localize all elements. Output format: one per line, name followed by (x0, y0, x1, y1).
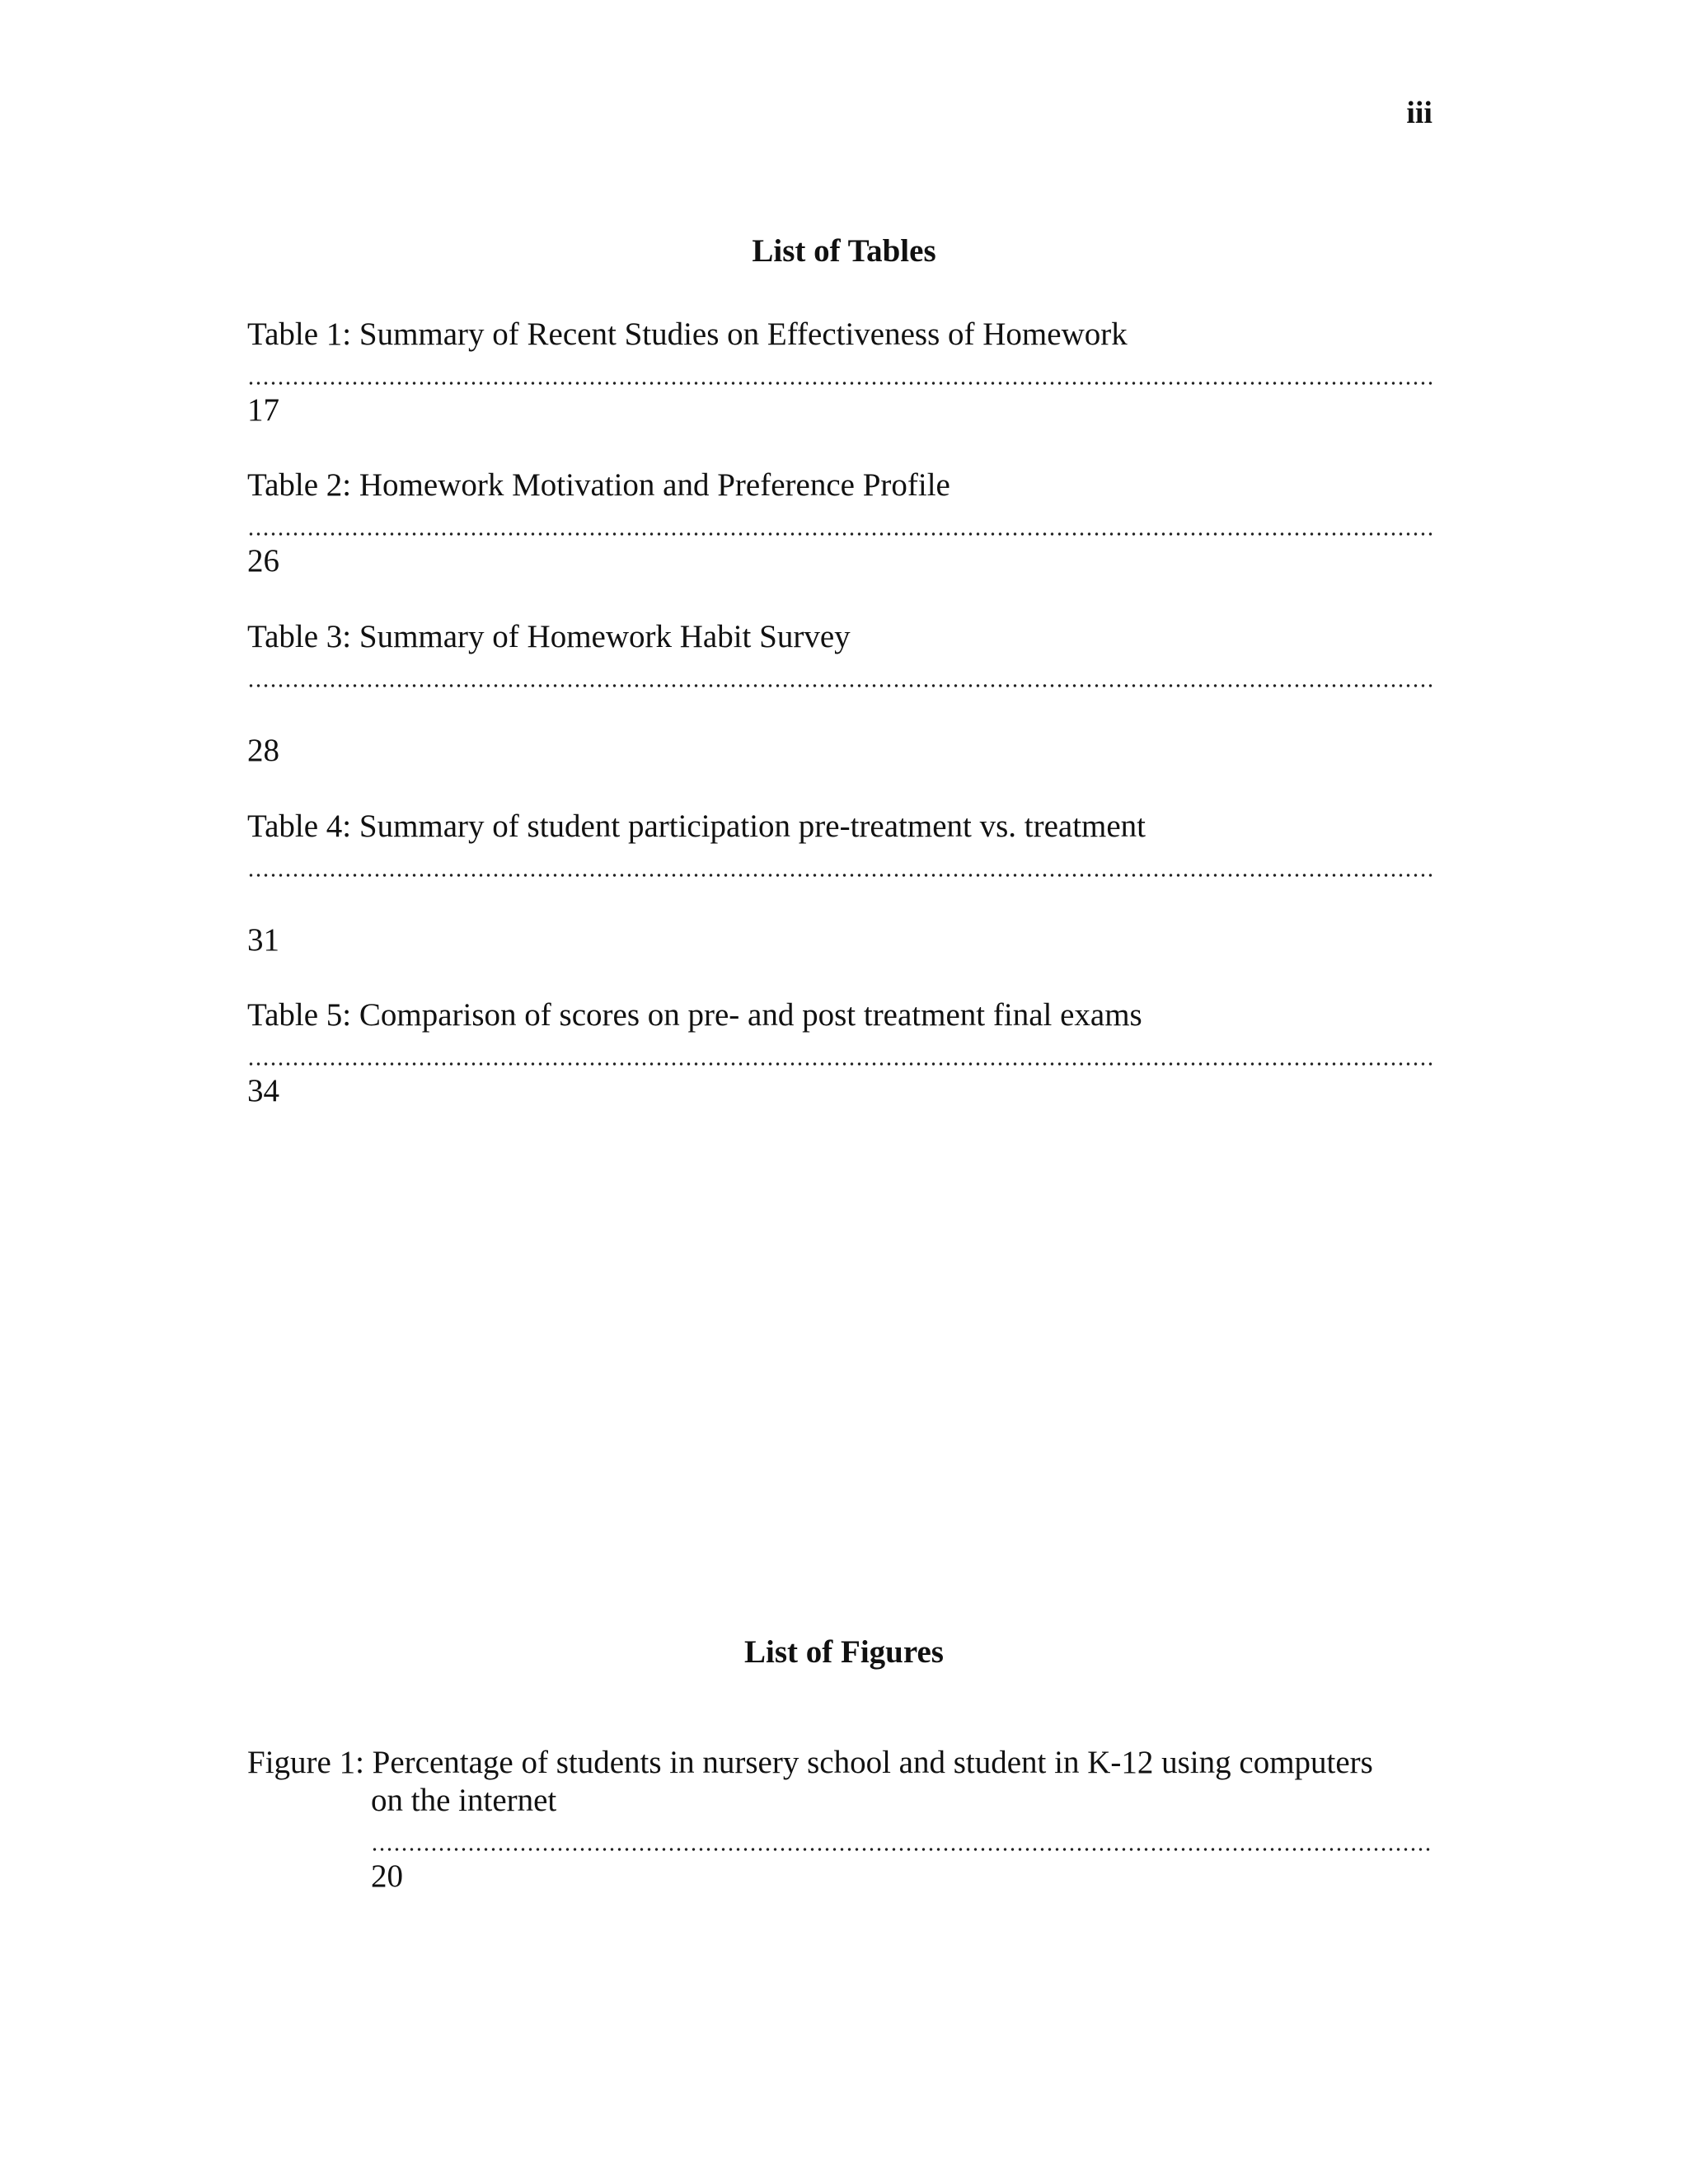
toc-entry-table-5[interactable] (247, 996, 1432, 1110)
toc-entry-label: Table 1: Summary of Recent Studies on Effectiveness of Homework (247, 316, 1128, 352)
toc-entry-page: 34 (247, 1073, 279, 1108)
toc-entry-page: 31 (247, 922, 279, 958)
dot-leader (371, 1820, 1432, 1858)
toc-entry-label: Table 3: Summary of Homework Habit Survey (247, 619, 851, 654)
toc-entry-page: 28 (247, 733, 279, 768)
dot-leader (247, 846, 1432, 883)
dot-leader (247, 1034, 1432, 1072)
list-of-figures-title: List of Figures (744, 1634, 944, 1670)
dot-leader (247, 656, 1432, 694)
toc-entry-table-2[interactable] (247, 466, 1432, 580)
toc-entry-page: 20 (371, 1858, 403, 1894)
toc-entry-figure-1[interactable] (247, 1744, 1432, 1896)
toc-entry-label-continuation: on the internet (371, 1783, 557, 1818)
toc-entry-table-3[interactable] (247, 618, 1432, 770)
dot-leader (247, 354, 1432, 391)
toc-entry-page: 26 (247, 543, 279, 579)
toc-entry-label: Figure 1: Percentage of students in nursery school and student in K-12 using computers (247, 1745, 1373, 1780)
page-number: iii (1406, 96, 1432, 130)
toc-entry-label: Table 5: Comparison of scores on pre- and post treatment final exams (247, 997, 1142, 1033)
toc-entry-table-4[interactable] (247, 808, 1432, 959)
toc-entry-page: 17 (247, 392, 279, 428)
dot-leader (247, 504, 1432, 542)
list-of-tables-title: List of Tables (752, 233, 936, 269)
toc-entry-label: Table 2: Homework Motivation and Preference Profile (247, 467, 950, 503)
toc-entry-table-1[interactable] (247, 316, 1432, 429)
toc-entry-label: Table 4: Summary of student participation pre-treatment vs. treatment (247, 808, 1146, 844)
